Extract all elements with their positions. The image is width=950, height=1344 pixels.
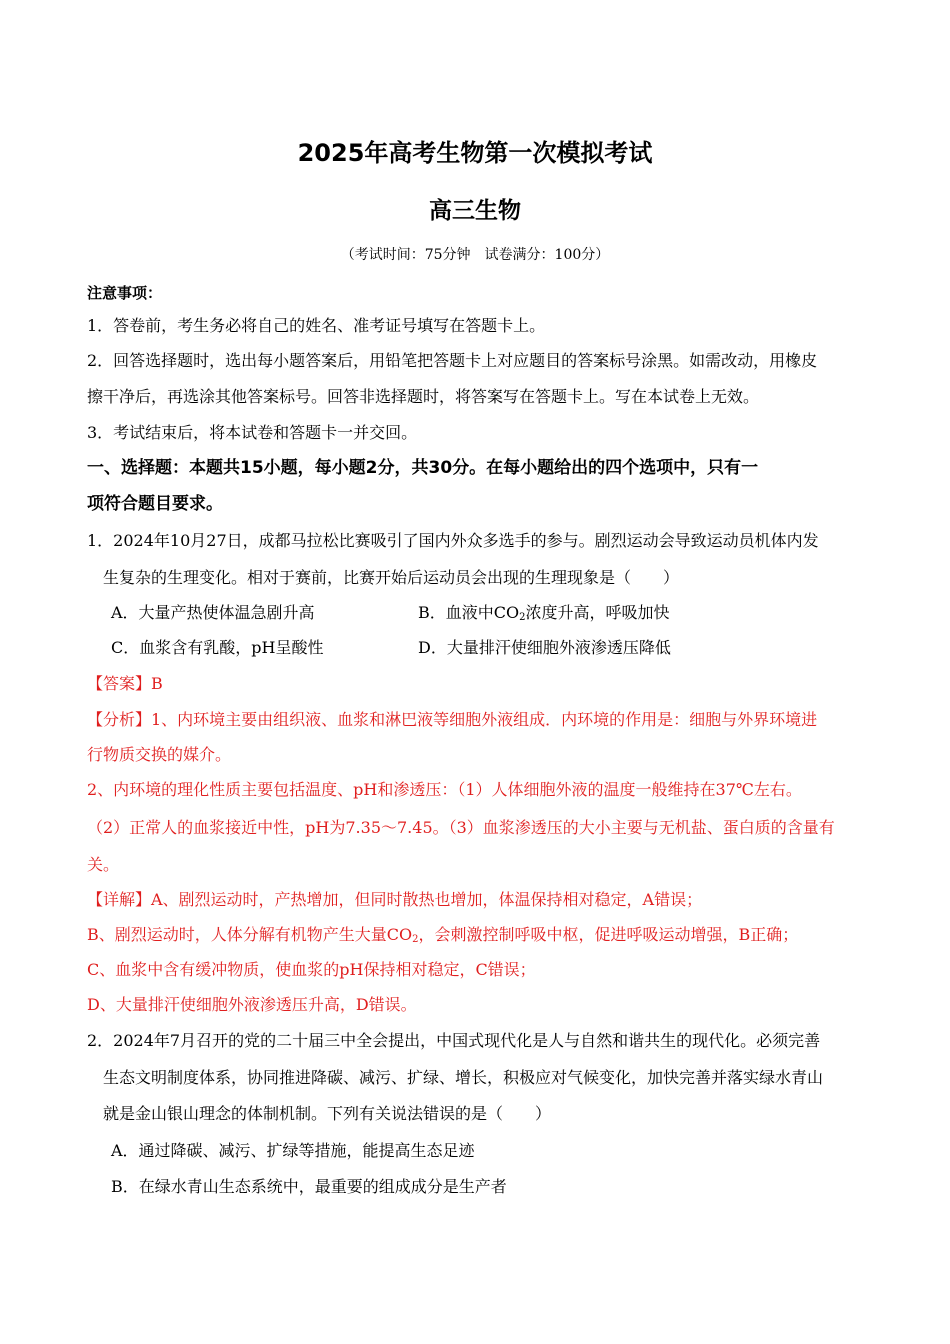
q1-detail-line-4: D、大量排汗使细胞外液渗透压升高，D错误。 [87,995,417,1014]
q1-option-a: A．大量产热使体温急剧升高 [111,603,315,622]
note-item-2-line-2: 擦干净后，再选涂其他答案标号。回答非选择题时，将答案写在答题卡上。写在本试卷上无效。 [87,387,760,406]
q1-option-c: C．血浆含有乳酸，pH呈酸性 [111,638,324,657]
q1-stem-line-1: 1．2024年10月27日，成都马拉松比赛吸引了国内外众多选手的参与。剧烈运动会导致运动员机体内发 [87,531,819,550]
exam-info: （考试时间：75分钟 试卷满分：100分） [340,247,610,263]
q1-stem-line-2: 生复杂的生理变化。相对于赛前，比赛开始后运动员会出现的生理现象是（ ） [103,568,680,587]
section-heading-line-2: 项符合题目要求。 [87,494,223,514]
q1-option-d: D．大量排汗使细胞外液渗透压降低 [418,638,671,657]
exam-subtitle: 高三生物 [429,198,521,224]
q2-stem-line-2: 生态文明制度体系，协同推进降碳、减污、扩绿、增长，积极应对气候变化，加快完善并落实绿水青山 [103,1068,824,1087]
notes-heading: 注意事项： [87,284,163,302]
q1-detail-line-3: C、血浆中含有缓冲物质，使血浆的pH保持相对稳定，C错误； [87,960,536,979]
note-item-2-line-1: 2．回答选择题时，选出每小题答案后，用铅笔把答题卡上对应题目的答案标号涂黑。如需改动，用橡皮 [87,351,818,370]
exam-title: 2025年高考生物第一次模拟考试 [297,139,653,167]
q1-detail-line-2: B、剧烈运动时，人体分解有机物产生大量$CO_2$，会刺激控制呼吸中枢，促进呼吸运动增强，B正确； [87,925,799,945]
q1-answer: 【答案】B [87,674,163,693]
q2-option-a: A．通过降碳、减污、扩绿等措施，能提高生态足迹 [111,1141,475,1160]
q1-analysis-line-4: （2）正常人的血浆接近中性，pH为7.35～7.45。（3）血浆渗透压的大小主要与无机盐、蛋白质的含量有 [87,818,835,837]
q1-option-b: B．血液中$CO_2$浓度升高，呼吸加快 [418,603,670,623]
note-item-1: 1．答卷前，考生务必将自己的姓名、准考证号填写在答题卡上。 [87,316,546,335]
section-heading-line-1: 一、选择题：本题共15小题，每小题2分，共30分。在每小题给出的四个选项中，只有一 [87,458,759,478]
q1-analysis-line-2: 行物质交换的媒介。 [87,745,232,764]
q1-analysis-line-3: 2、内环境的理化性质主要包括温度、pH和渗透压：（1）人体细胞外液的温度一般维持在37℃左右。 [87,780,802,799]
q1-detail-line-1: 【详解】A、剧烈运动时，产热增加，但同时散热也增加，体温保持相对稳定，A错误； [87,890,703,909]
q2-stem-line-1: 2．2024年7月召开的党的二十届三中全会提出，中国式现代化是人与自然和谐共生的现代化。必须完善 [87,1031,821,1050]
note-item-3: 3．考试结束后，将本试卷和答题卡一并交回。 [87,423,418,442]
q1-analysis-line-1: 【分析】1、内环境主要由组织液、血浆和淋巴液等细胞外液组成．内环境的作用是：细胞与外界环境进 [87,710,818,729]
q2-option-b: B．在绿水青山生态系统中，最重要的组成成分是生产者 [111,1177,507,1196]
q2-stem-line-3: 就是金山银山理念的体制机制。下列有关说法错误的是（ ） [103,1104,552,1123]
q1-analysis-line-5: 关。 [87,855,120,874]
